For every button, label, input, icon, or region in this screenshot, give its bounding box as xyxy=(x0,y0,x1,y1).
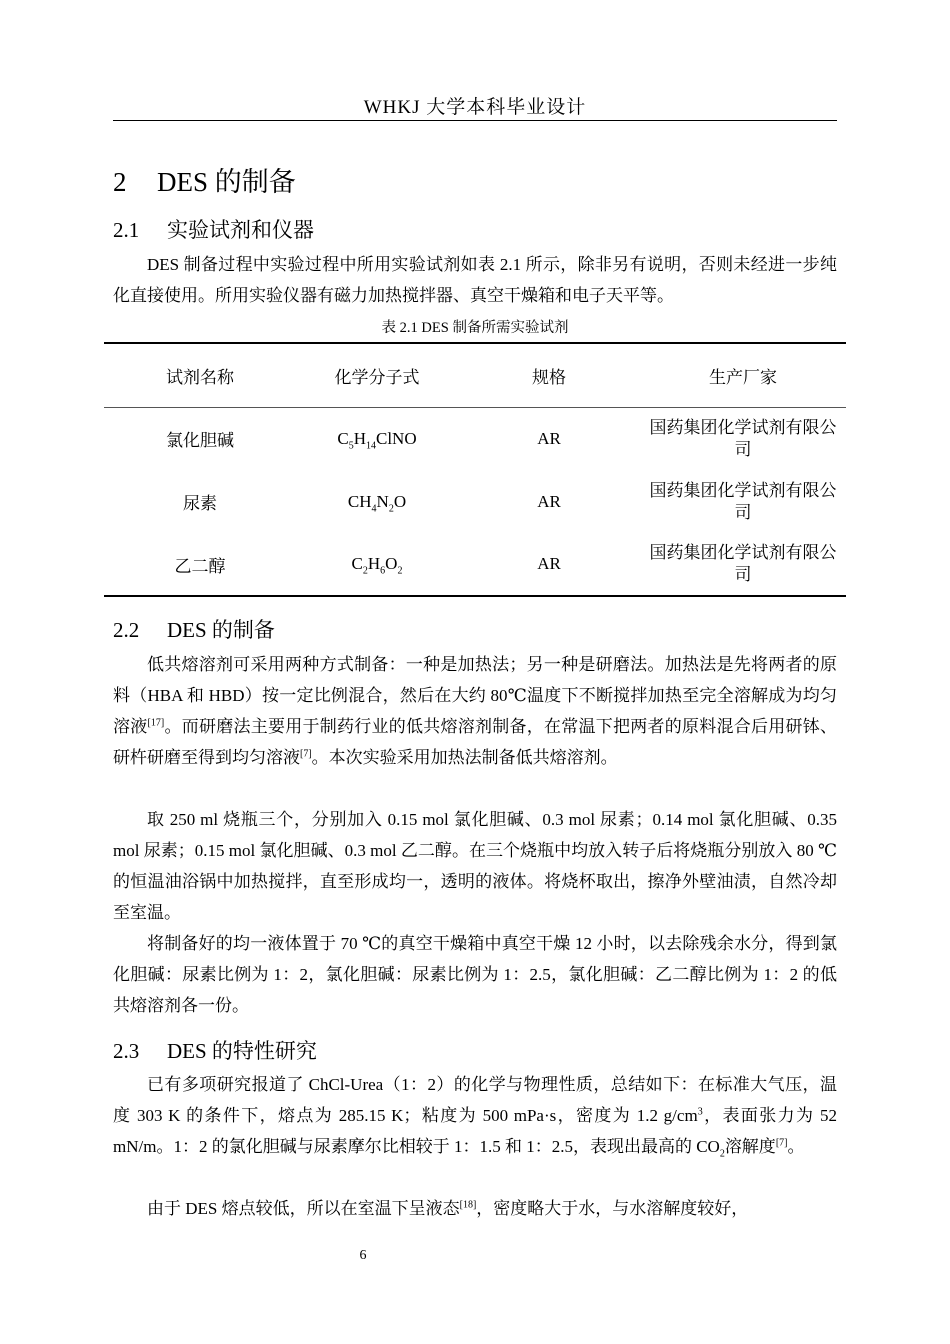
section-number: 2.2 xyxy=(113,618,140,642)
reagent-manufacturer: 国药集团化学试剂有限公司 xyxy=(649,417,837,459)
reagent-grade: AR xyxy=(458,533,640,596)
paragraph-drying: 将制备好的均一液体置于 70 ℃的真空干燥箱中真空干燥 12 小时，以去除残余水分，得到氯化胆碱：尿素比例为 1：2，氯化胆碱：尿素比例为 1：2.5，氯化胆碱：乙二醇比例为 1：2 的低共熔溶剂各一份。 xyxy=(113,934,837,1015)
paragraph-preparation-methods: 低共熔溶剂可采用两种方式制备：一种是加热法；另一种是研磨法。加热法是先将两者的原料（HBA 和 HBD）按一定比例混合，然后在大约 80℃温度下不断搅拌加热至完全溶解成为均匀溶液[17]。而研磨法主要用于制药行业的低共熔溶剂制备，在常温下把两者的原料混合后用研钵、研杵研磨至得到均匀溶液[7]。本次实验采用加热法制备低共熔溶剂。 xyxy=(113,655,838,767)
header-rule xyxy=(113,120,837,121)
header-manufacturer: 生产厂家 xyxy=(640,343,846,407)
table-row xyxy=(104,533,846,596)
chapter-number: 2 xyxy=(113,167,127,197)
page-number: 6 xyxy=(359,1248,367,1263)
reagent-formula: $C_5H_{14}ClNO$ xyxy=(337,428,417,452)
reagent-manufacturer: 国药集团化学试剂有限公司 xyxy=(640,533,846,596)
table-row xyxy=(104,407,846,470)
section-heading-2-3 xyxy=(113,1035,317,1065)
section-heading-2-1 xyxy=(113,214,314,244)
section-title: 实验试剂和仪器 xyxy=(167,218,314,242)
reagent-formula: $CH_4N_2O$ xyxy=(347,491,407,514)
citation: [17] xyxy=(147,717,165,729)
reagents-table xyxy=(104,342,846,597)
section-number: 2.3 xyxy=(113,1039,140,1063)
running-header: WHKJ 大学本科毕业设计 xyxy=(363,97,587,118)
chapter-title: DES 的制备 xyxy=(157,167,296,197)
header-reagent-name: 试剂名称 xyxy=(104,343,296,407)
chapter-heading xyxy=(113,160,296,199)
header-formula: 化学分子式 xyxy=(296,343,458,407)
citation: [7] xyxy=(775,1137,788,1149)
paragraph-properties: 已有多项研究报道了 ChCl-Urea（1：2）的化学与物理性质，总结如下：在标准大气压，温度 303 K 的条件下，熔点为 285.15 K；粘度为 500 mPa·s，密度为 1.2 $g/cm^3$，表面张力为 52 mN/m。1：2 的氯化胆碱与尿素摩尔比相较于 1：1.5 和 1：2.5，表现出最高的 $CO_2$溶解度[7]。 xyxy=(113,1075,838,1160)
reagent-grade: AR xyxy=(537,428,561,448)
table-row xyxy=(104,470,846,533)
citation: [7] xyxy=(300,748,312,760)
reagent-name: 氯化胆碱 xyxy=(166,431,234,451)
paragraph-des-state: 由于 DES 熔点较低，所以在室温下呈液态[18]，密度略大于水，与水溶解度较好， xyxy=(147,1199,749,1218)
header-grade: 规格 xyxy=(458,343,640,407)
section-number: 2.1 xyxy=(113,218,140,242)
section-title: DES 的特性研究 xyxy=(167,1039,317,1063)
table-header-row xyxy=(104,343,846,407)
reagent-name: 尿素 xyxy=(183,494,217,513)
reagent-name: 乙二醇 xyxy=(104,533,296,596)
table-caption: 表 2.1 DES 制备所需实验试剂 xyxy=(381,320,569,336)
paragraph-procedure: 取 250 ml 烧瓶三个，分别加入 0.15 mol 氯化胆碱、0.3 mol 尿素；0.14 mol 氯化胆碱、0.35 mol 尿素；0.15 mol 氯化胆碱、0.3 mol 乙二醇。在三个烧瓶中均放入转子后将烧瓶分别放入 80 ℃的恒温油浴锅中加热搅拌，直至形成均一，透明的液体。将烧杯取出，擦净外壁油渍，自然冷却至室温。 xyxy=(113,810,837,922)
paragraph-reagents-intro: DES 制备过程中实验过程中所用实验试剂如表 2.1 所示，除非另有说明，否则未经进一步纯化直接使用。所用实验仪器有磁力加热搅拌器、真空干燥箱和电子天平等。 xyxy=(113,255,837,305)
section-title: DES 的制备 xyxy=(167,618,275,642)
reagent-grade: AR xyxy=(537,491,561,511)
reagent-formula: $C_2H_6O_2$ xyxy=(296,533,458,596)
section-heading-2-2 xyxy=(113,614,275,644)
reagent-manufacturer: 国药集团化学试剂有限公司 xyxy=(649,480,837,522)
citation: [18] xyxy=(459,1199,477,1211)
